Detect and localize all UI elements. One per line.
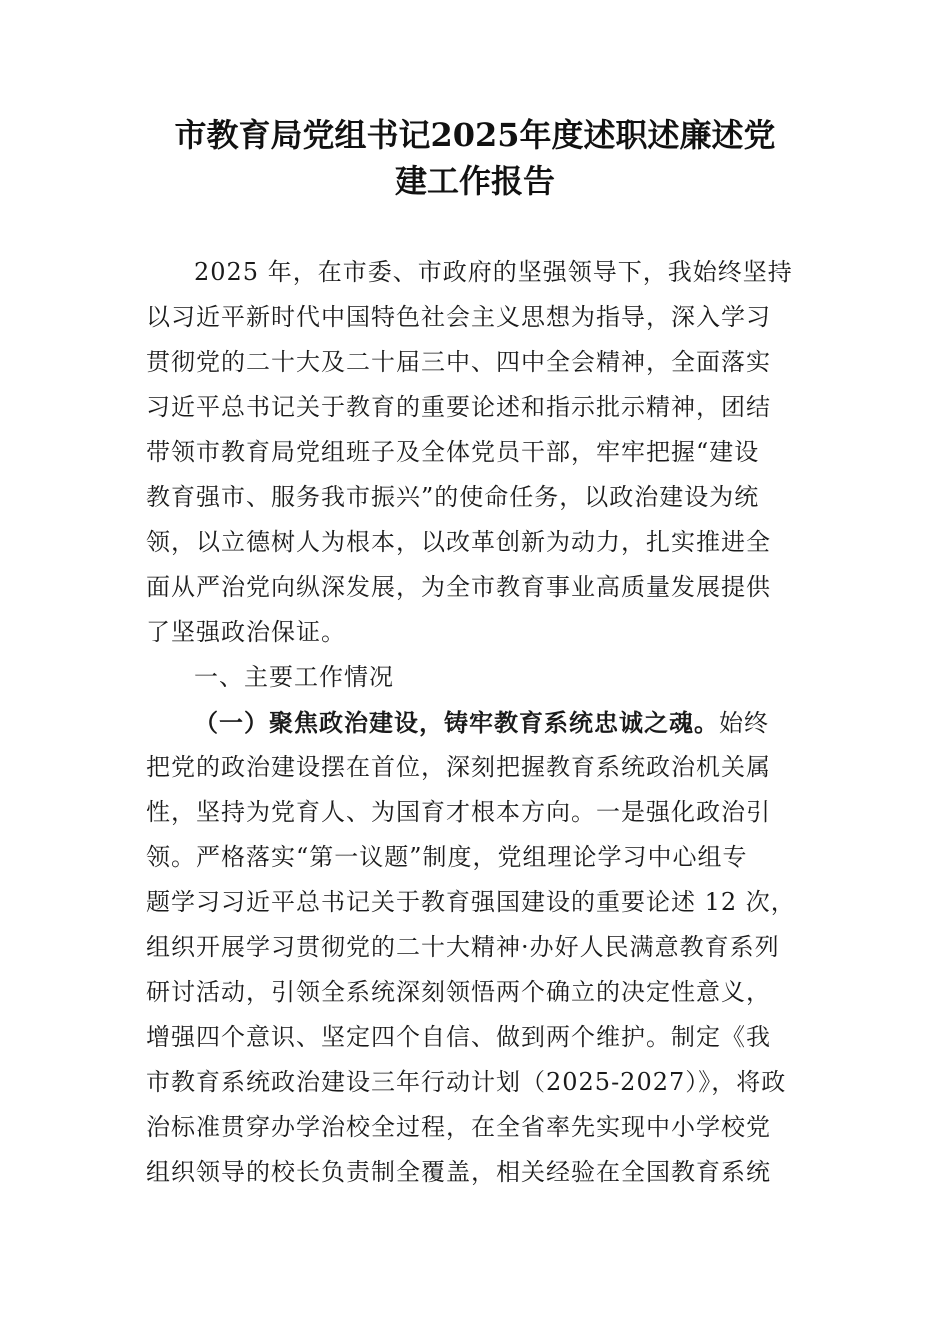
paragraph-line: 把党的政治建设摆在首位，深刻把握教育系统政治机关属 <box>146 753 771 781</box>
paragraph-line: 领。严格落实“第一议题”制度，党组理论学习中心组专 <box>146 843 748 871</box>
paragraph-line: 习近平总书记关于教育的重要论述和指示批示精神，团结 <box>146 393 771 421</box>
title-line-2: 建工作报告 <box>394 162 555 200</box>
section-heading: 一、主要工作情况 <box>194 663 394 691</box>
title-line-1: 市教育局党组书记2025年度述职述廉述党 <box>174 116 776 154</box>
paragraph-line: 以习近平新时代中国特色社会主义思想为指导，深入学习 <box>146 303 771 331</box>
paragraph-line: 市教育系统政治建设三年行动计划（2025-2027）》，将政 <box>146 1068 787 1096</box>
paragraph-line: 研讨活动，引领全系统深刻领悟两个确立的决定性意义， <box>146 978 771 1006</box>
paragraph-line: 教育强市、服务我市振兴”的使命任务，以政治建设为统 <box>146 483 760 511</box>
paragraph-line: 性，坚持为党育人、为国育才根本方向。一是强化政治引 <box>146 798 771 826</box>
paragraph-line: 组织开展学习贯彻党的二十大精神·办好人民满意教育系列 <box>146 933 780 961</box>
paragraph-line <box>146 700 808 745</box>
paragraph-line: 增强四个意识、坚定四个自信、做到两个维护。制定《我 <box>146 1023 771 1051</box>
paragraph-line: 带领市教育局党组班子及全体党员干部，牢牢把握“建设 <box>146 438 760 466</box>
document-title <box>130 112 820 204</box>
paragraph-line: 组织领导的校长负责制全覆盖，相关经验在全国教育系统 <box>146 1158 771 1186</box>
paragraph-line: 题学习习近平总书记关于教育强国建设的重要论述 12 次， <box>146 888 796 916</box>
paragraph-line: 贯彻党的二十大及二十届三中、四中全会精神，全面落实 <box>146 348 771 376</box>
document-body <box>146 250 808 1195</box>
paragraph-line: 领，以立德树人为根本，以改革创新为动力，扎实推进全 <box>146 528 771 556</box>
paragraph-line: 了坚强政治保证。 <box>146 618 346 646</box>
paragraph-line: 面从严治党向纵深发展，为全市教育事业高质量发展提供 <box>146 573 771 601</box>
paragraph-text: 始终 <box>719 709 769 737</box>
paragraph-line: 2025 年，在市委、市政府的坚强领导下，我始终坚持 <box>194 258 793 286</box>
paragraph-line: 治标准贯穿办学治校全过程，在全省率先实现中小学校党 <box>146 1113 771 1141</box>
subsection-heading: （一）聚焦政治建设，铸牢教育系统忠诚之魂。 <box>194 708 719 737</box>
